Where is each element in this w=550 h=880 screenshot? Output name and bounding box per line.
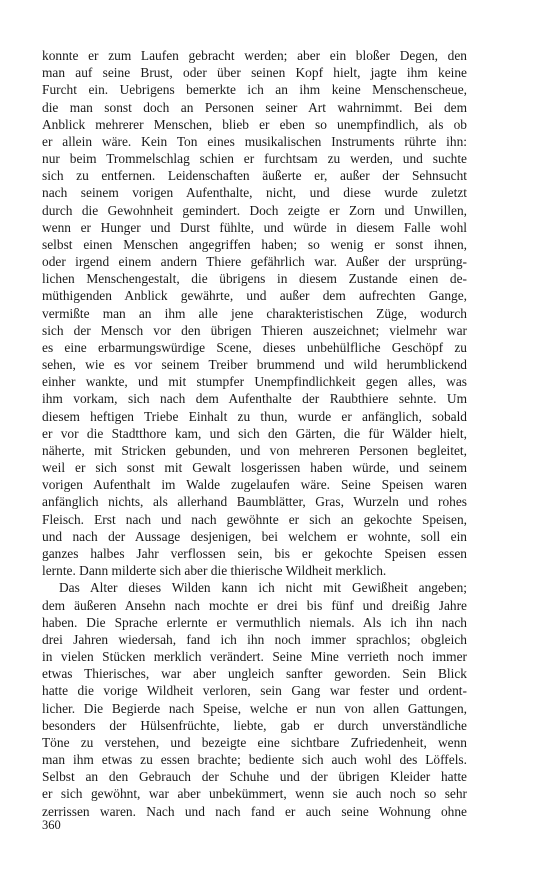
text-line: nach seinem vorigen Aufenthalte, nicht, und diese wurde zuletzt	[42, 185, 467, 201]
text-line: müthigenden Anblick gewährte, und außer dem aufrechten Gange,	[42, 288, 467, 304]
text-line: vorigen Aufenthalt im Walde zugelaufen wäre. Seine Speisen waren	[42, 477, 467, 493]
text-line: licher. Die Begierde nach Speise, welche er nun von allen Gattungen,	[42, 700, 467, 716]
text-line: sich zu entfernen. Leidenschaften äußerte er, außer der Sehnsucht	[42, 168, 467, 184]
text-line: näherte, mit Stricken gebunden, und von mehreren Personen begleitet,	[42, 442, 467, 458]
text-line: Furcht ein. Uebrigens bemerkte ich an ihm keine Menschenscheue,	[42, 82, 467, 98]
text-line: besonders der Hülsenfrüchte, liebte, gab er durch unverständliche	[42, 717, 467, 733]
text-line: vermißte man an ihm alle jene charakteristischen Züge, wodurch	[42, 305, 467, 321]
text-line: konnte er zum Laufen gebracht werden; aber ein bloßer Degen, den	[42, 48, 467, 63]
text-line: anfänglich nichts, als allerhand Baumblätter, Gras, Wurzeln und rohes	[42, 494, 467, 510]
text-line: wenn er Hunger und Durst fühlte, und würde in diesem Falle wohl	[42, 219, 467, 235]
text-line: man ihm etwas zu essen brachte; bediente sich auch wohl des Löffels.	[42, 752, 467, 768]
text-line: Fleisch. Erst nach und nach gewöhnte er sich an gekochte Speisen,	[42, 511, 467, 527]
text-line: zerrissen waren. Nach und nach fand er auch seine Wohnung ohne	[42, 803, 467, 819]
text-line: oder irgend einem andern Thiere gefährlich war. Außer der ursprüng-	[42, 254, 467, 270]
text-line: hatte die vorige Wildheit verloren, sein Gang war fester und ordent-	[42, 683, 467, 699]
text-line: sich der Mensch vor den übrigen Thieren auszeichnet; vielmehr war	[42, 322, 467, 338]
body-text	[42, 47, 467, 820]
text-line: Selbst an den Gebrauch der Schuhe und der übrigen Kleider hatte	[42, 769, 467, 785]
text-line: weil er sich sonst mit Gewalt losgerissen haben würde, und seinem	[42, 460, 467, 476]
text-line: es eine erbarmungswürdige Scene, dieses unbehülfliche Geschöpf zu	[42, 339, 467, 355]
text-line: lichen Menschengestalt, die übrigens in diesem Zustande einen de-	[42, 271, 467, 287]
text-line: ganzes halbes Jahr verflossen sein, bis er gekochte Speisen essen	[42, 545, 467, 561]
text-line: einher wankte, und mit stumpfer Unempfindlichkeit gegen alles, was	[42, 374, 467, 390]
text-line: er vor die Stadtthore kam, und sich den Gärten, die für Wälder hielt,	[42, 425, 467, 441]
text-line: in vielen Stücken merklich verändert. Seine Mine verrieth noch immer	[42, 649, 467, 665]
text-line: etwas Thierisches, war aber ungleich sanfter geworden. Sein Blick	[42, 666, 467, 682]
text-line: die man sonst doch an Personen seiner Art wahrnimmt. Bei dem	[42, 99, 467, 115]
text-line: durch die Gewohnheit gemindert. Doch zeigte er Zorn und Unwillen,	[42, 202, 467, 218]
text-line: dem äußeren Ansehn nach mochte er drei bis fünf und dreißig Jahre	[42, 597, 467, 613]
text-line: nur beim Trommelschlag schien er furchtsam zu werden, und suchte	[42, 151, 467, 167]
text-line: Das Alter dieses Wilden kann ich nicht mit Gewißheit angeben;	[59, 580, 467, 596]
text-line: diesem heftigen Triebe Einhalt zu thun, wurde er anfänglich, sobald	[42, 408, 467, 424]
text-line: er allein wäre. Kein Ton eines musikalischen Instruments rührte ihn:	[42, 133, 467, 149]
text-line: man auf seine Brust, oder über seinen Kopf hielt, jagte ihm keine	[42, 65, 467, 81]
text-line: und nach der Aussage desjenigen, bei welchem er wohnte, soll ein	[42, 528, 467, 544]
text-line: selbst einen Menschen angegriffen haben; so wenig er sonst ihnen,	[42, 236, 467, 252]
text-line: lernte. Dann milderte sich aber die thierische Wildheit merklich.	[42, 563, 387, 579]
text-line: ihm vorkam, sich nach dem Aufenthalte der Raubthiere sehnte. Um	[42, 391, 467, 407]
text-line: Töne zu verstehen, und bezeigte eine sichtbare Zufriedenheit, wenn	[42, 734, 467, 750]
page-number: 360	[42, 818, 61, 832]
text-line: drei Jahren wiedersah, fand ich ihn noch immer sprachlos; obgleich	[42, 631, 467, 647]
text-line: Anblick mehrerer Menschen, blieb er eben so unempfindlich, als ob	[42, 116, 467, 132]
text-line: sehen, wie es vor seinem Treiber brummend und wild herumblickend	[42, 357, 467, 373]
text-line: er sich gewöhnt, war aber unbekümmert, wenn sie auch noch so sehr	[42, 786, 467, 802]
text-line: haben. Die Sprache erlernte er vermuthlich niemals. Als ich ihn nach	[42, 614, 467, 630]
